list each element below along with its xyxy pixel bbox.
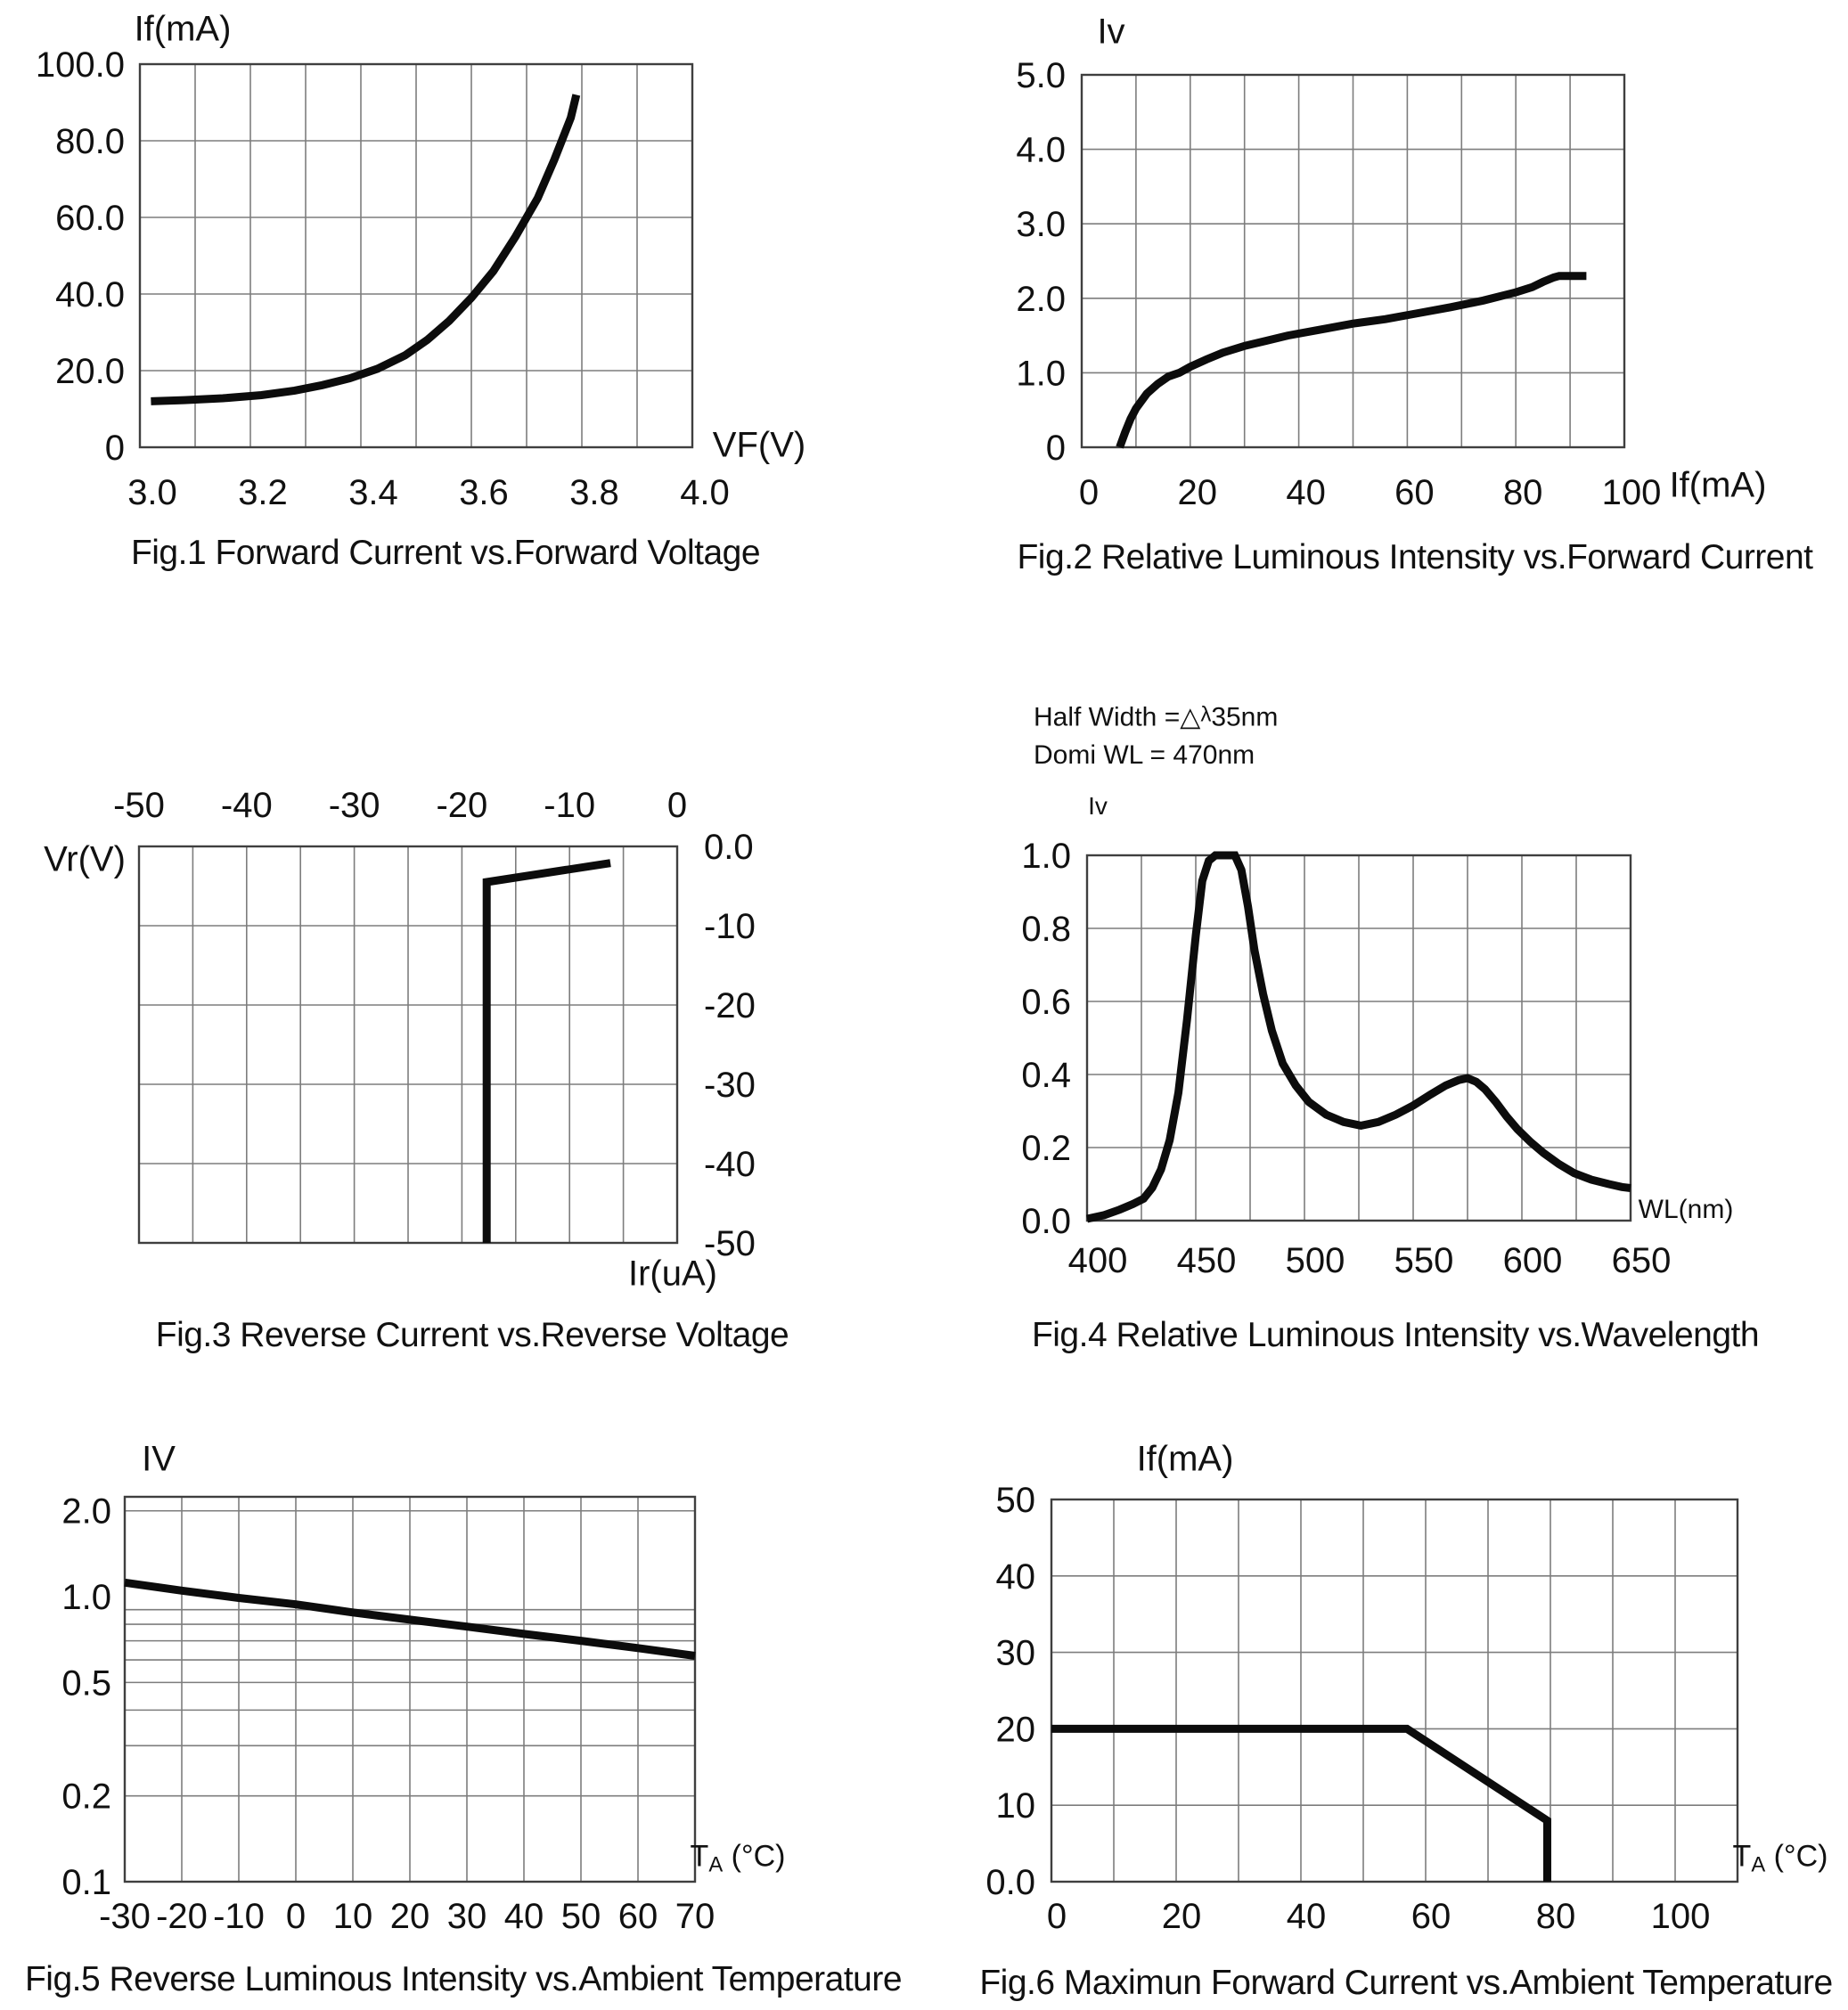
fig1-caption: Fig.1 Forward Current vs.Forward Voltage	[130, 534, 761, 572]
fig6-x-axis-unit-label	[1733, 1839, 1828, 1877]
fig5-caption: Fig.5 Reverse Luminous Intensity vs.Ambient Temperature	[24, 1960, 903, 1998]
half-width-value: 35nm	[1211, 702, 1279, 732]
fig3-chart	[113, 786, 756, 1263]
fig3-y-tick-label: -10	[704, 907, 756, 946]
fig5-x-tick-label: 20	[389, 1897, 430, 1936]
fig5-x-tick-label: 50	[560, 1897, 601, 1936]
fig6-y-tick-label: 0.0	[985, 1863, 1035, 1902]
fig1-y-axis-title: If(mA)	[134, 9, 232, 49]
fig3-x-tick-label: -10	[544, 786, 596, 825]
fig2-y-tick-label: 1.0	[1016, 354, 1066, 394]
fig1-x-tick-label: 3.6	[459, 473, 509, 512]
fig5-x-tick-label: -20	[156, 1897, 208, 1936]
fig4-chart	[1021, 837, 1671, 1280]
fig3-x-tick-label: 0	[666, 786, 688, 825]
fig5-y-tick-label: 0.1	[61, 1863, 111, 1902]
fig4-x-tick-label: 600	[1502, 1241, 1563, 1280]
fig6-x-tick-label: 80	[1535, 1897, 1576, 1936]
fig5-x-tick-label: 10	[332, 1897, 373, 1936]
fig3-y-tick-label: -40	[704, 1145, 756, 1184]
fig1-x-tick-label: 3.2	[238, 473, 288, 512]
fig1-x-tick-label: 3.8	[569, 473, 619, 512]
fig6-gridlines	[1051, 1499, 1738, 1882]
fig3-curve	[487, 863, 610, 1243]
fig1-y-tick-label: 60.0	[55, 199, 125, 238]
fig1-y-tick-label: 20.0	[55, 352, 125, 391]
fig5-y-tick-label: 0.5	[61, 1663, 111, 1704]
fig5-x-axis-unit-label	[691, 1839, 786, 1877]
fig6-y-tick-label: 40	[995, 1557, 1035, 1597]
fig6-y-tick-label: 30	[995, 1633, 1035, 1673]
ta-label-post: (°C)	[723, 1839, 786, 1874]
fig4-half-width-annotation	[1034, 702, 1278, 733]
fig4-caption: Fig.4 Relative Luminous Intensity vs.Wavelength	[1031, 1316, 1760, 1354]
fig3-caption: Fig.3 Reverse Current vs.Reverse Voltage	[155, 1316, 789, 1354]
fig2-y-tick-labels	[1016, 56, 1066, 468]
ta-label-subscript: A	[708, 1852, 724, 1877]
fig6-x-tick-label: 100	[1650, 1897, 1711, 1936]
fig3-x-tick-label: -20	[436, 786, 488, 825]
fig2-x-axis-unit-label: If(mA)	[1669, 465, 1767, 505]
fig5-x-tick-label: 0	[285, 1897, 307, 1936]
fig3-x-tick-label: -50	[113, 786, 165, 825]
fig6-x-tick-label: 40	[1286, 1897, 1327, 1936]
fig4-y-tick-labels	[1021, 837, 1071, 1241]
fig5-x-tick-label: 60	[617, 1897, 658, 1936]
fig3-y-tick-labels	[704, 828, 756, 1263]
fig1-y-tick-labels	[36, 45, 125, 468]
fig2-x-tick-label: 0	[1078, 473, 1100, 512]
fig2-caption: Fig.2 Relative Luminous Intensity vs.Forward Current	[1017, 538, 1813, 576]
fig3-y-tick-label: -50	[704, 1224, 756, 1263]
fig2-x-tick-label: 60	[1394, 473, 1435, 512]
fig1-y-tick-label: 80.0	[55, 122, 125, 161]
ta-label-pre: T	[1732, 1839, 1752, 1874]
fig1-y-tick-label: 100.0	[35, 45, 125, 85]
ta-label-post: (°C)	[1765, 1839, 1828, 1874]
half-width-text: Half Width =	[1034, 702, 1181, 732]
fig4-y-tick-label: 1.0	[1021, 837, 1071, 876]
fig3-y-axis-unit-label: Vr(V)	[44, 839, 126, 879]
fig4-gridlines	[1087, 855, 1631, 1221]
fig4-x-tick-label: 650	[1611, 1241, 1672, 1280]
fig5-chart	[61, 1492, 715, 1936]
fig6-chart	[985, 1481, 1738, 1936]
fig5-x-tick-label: 30	[446, 1897, 487, 1936]
fig5-gridlines	[125, 1497, 695, 1882]
fig5-y-tick-labels	[61, 1492, 111, 1902]
fig2-chart	[1016, 56, 1661, 512]
fig2-x-tick-label: 100	[1601, 473, 1662, 512]
fig5-y-tick-label: 1.0	[61, 1578, 111, 1618]
fig6-x-tick-labels	[1047, 1897, 1711, 1936]
fig5-y-tick-label: 2.0	[61, 1491, 111, 1532]
fig2-y-tick-label: 5.0	[1016, 56, 1066, 95]
fig5-x-tick-label: -10	[213, 1897, 265, 1936]
fig1-y-tick-label: 0	[104, 429, 125, 468]
fig2-y-axis-title: Iv	[1097, 12, 1125, 52]
fig4-y-tick-label: 0.0	[1021, 1202, 1071, 1241]
fig4-y-tick-label: 0.2	[1021, 1129, 1071, 1168]
fig3-x-tick-labels	[113, 786, 687, 825]
fig1-x-tick-label: 3.4	[348, 473, 398, 512]
fig3-y-tick-label: -30	[704, 1066, 756, 1105]
fig2-x-tick-label: 40	[1286, 473, 1326, 512]
fig6-y-tick-label: 10	[995, 1786, 1035, 1826]
fig1-x-axis-unit-label: VF(V)	[712, 425, 806, 465]
fig6-y-tick-label: 20	[995, 1710, 1035, 1750]
fig3-x-axis-unit-label: Ir(uA)	[628, 1254, 717, 1294]
fig4-x-tick-label: 400	[1067, 1241, 1128, 1280]
fig1-chart	[36, 45, 730, 512]
fig4-y-tick-label: 0.6	[1021, 983, 1071, 1022]
fig3-x-tick-label: -30	[328, 786, 380, 825]
fig2-gridlines	[1082, 75, 1624, 447]
ta-label-subscript: A	[1751, 1852, 1766, 1877]
fig3-y-tick-label: -20	[704, 986, 756, 1025]
fig1-x-tick-label: 4.0	[680, 473, 730, 512]
ta-label-pre: T	[690, 1839, 709, 1874]
fig4-y-tick-label: 0.4	[1021, 1056, 1071, 1095]
fig6-x-tick-label: 20	[1161, 1897, 1202, 1936]
fig4-y-tick-label: 0.8	[1021, 910, 1071, 949]
delta-triangle-glyph: △	[1180, 702, 1201, 732]
fig1-y-tick-label: 40.0	[55, 275, 125, 315]
fig4-y-axis-title: Iv	[1088, 792, 1108, 820]
fig6-y-tick-label: 50	[995, 1481, 1035, 1520]
fig5-x-tick-label: 40	[503, 1897, 544, 1936]
fig4-x-tick-label: 550	[1394, 1241, 1454, 1280]
fig2-y-tick-label: 2.0	[1016, 279, 1066, 319]
fig4-x-tick-labels	[1068, 1241, 1672, 1280]
fig2-y-tick-label: 3.0	[1016, 205, 1066, 245]
fig2-y-tick-label: 4.0	[1016, 130, 1066, 170]
fig4-x-axis-unit-label: WL(nm)	[1638, 1195, 1734, 1224]
fig4-x-tick-label: 450	[1176, 1241, 1237, 1280]
fig3-y-tick-label: 0.0	[704, 828, 754, 867]
fig5-x-tick-label: -30	[99, 1897, 151, 1936]
fig1-x-tick-label: 3.0	[127, 473, 177, 512]
fig6-x-tick-label: 60	[1411, 1897, 1451, 1936]
fig6-caption: Fig.6 Maximun Forward Current vs.Ambient Temperature	[979, 1964, 1833, 2002]
fig5-x-tick-label: 70	[675, 1897, 715, 1936]
fig6-y-tick-labels	[985, 1481, 1035, 1902]
fig6-plot-border	[1051, 1499, 1738, 1882]
fig1-x-tick-labels	[127, 473, 730, 512]
fig5-x-tick-labels	[99, 1897, 715, 1936]
fig6-y-axis-title: If(mA)	[1136, 1439, 1234, 1479]
fig2-x-tick-label: 20	[1177, 473, 1218, 512]
fig2-x-tick-label: 80	[1502, 473, 1543, 512]
fig5-y-tick-label: 0.2	[61, 1777, 111, 1817]
fig6-x-tick-label: 0	[1046, 1897, 1067, 1936]
fig4-x-tick-label: 500	[1285, 1241, 1345, 1280]
fig5-y-axis-title: IV	[142, 1439, 176, 1479]
fig3-x-tick-label: -40	[220, 786, 273, 825]
fig4-dominant-wavelength-annotation: Domi WL = 470nm	[1034, 740, 1255, 770]
lambda-glyph: λ	[1200, 702, 1212, 727]
fig1-gridlines	[140, 64, 692, 447]
fig2-x-tick-labels	[1079, 473, 1662, 512]
fig3-gridlines	[139, 846, 677, 1243]
fig2-y-tick-label: 0	[1045, 429, 1066, 468]
